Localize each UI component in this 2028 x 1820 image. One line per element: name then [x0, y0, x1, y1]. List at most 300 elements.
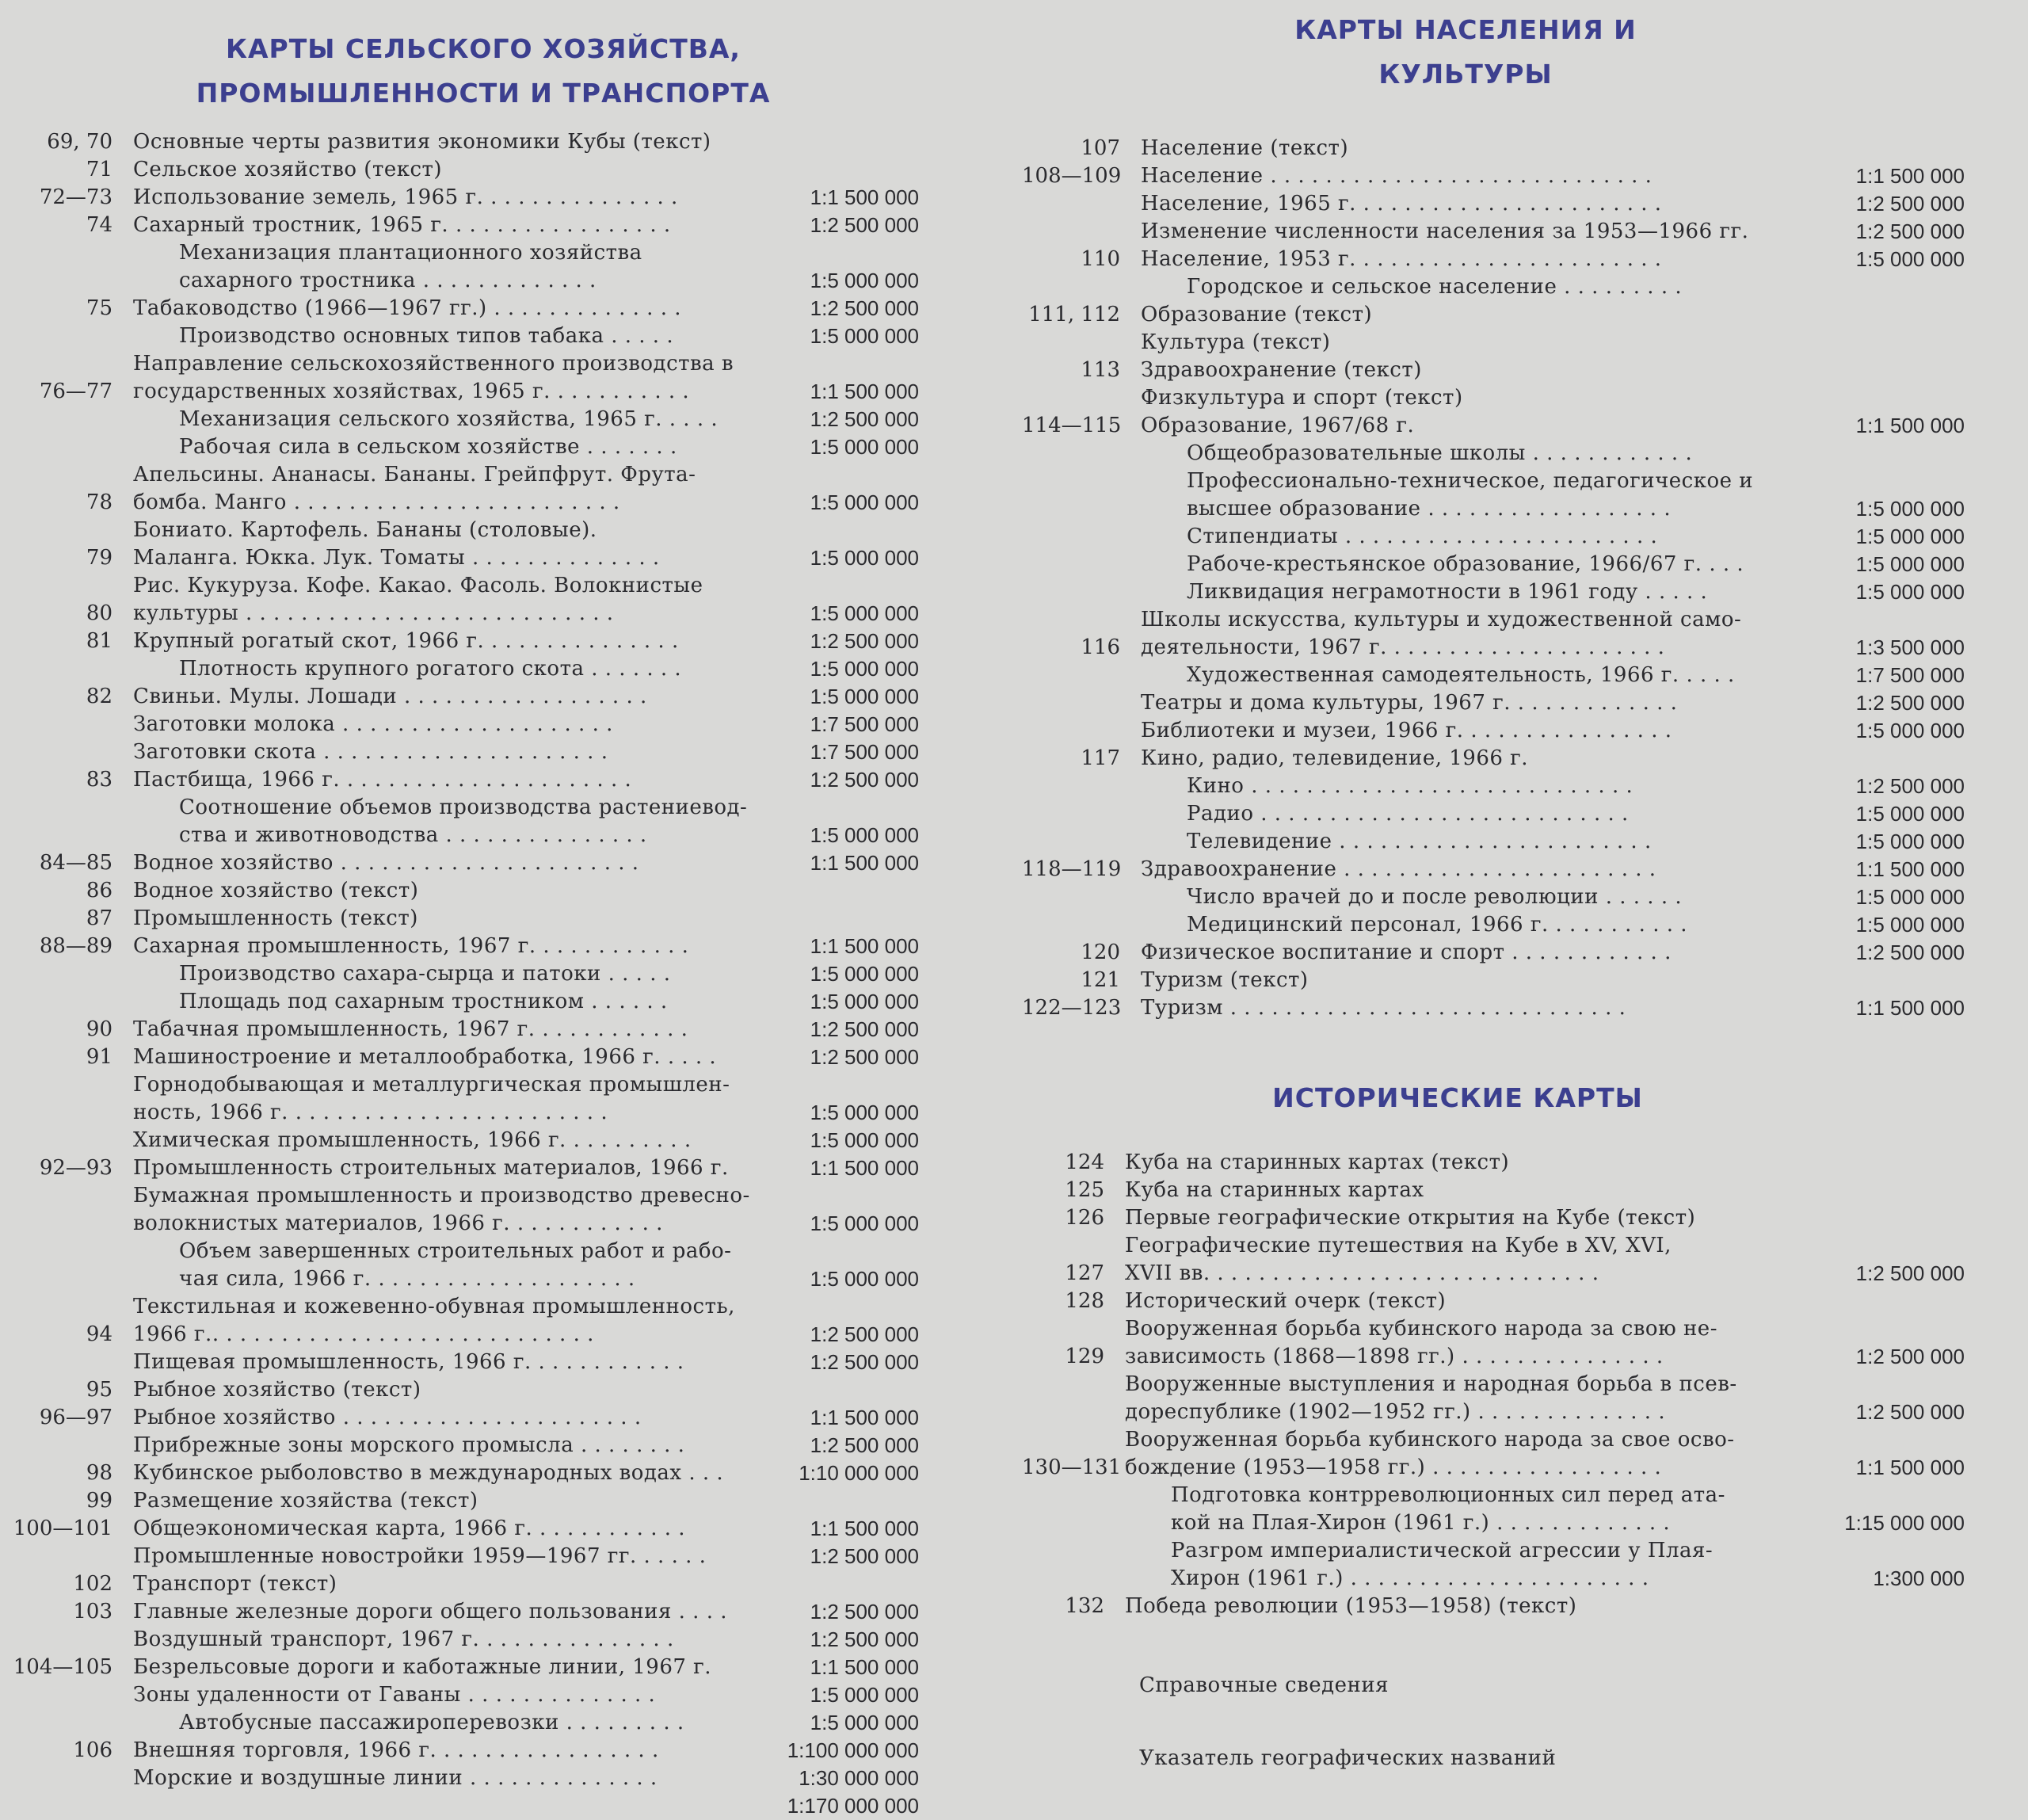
toc-row: [0, 960, 919, 988]
entry-title: Водное хозяйство . . . . . . . . . . . . . . . . . . . . . .: [133, 851, 639, 875]
entry-title: Промышленность (текст): [133, 906, 418, 930]
page-number: 80: [86, 601, 112, 625]
toc-row: [0, 1044, 919, 1071]
page-number: 98: [86, 1461, 112, 1485]
page-number: 127: [1065, 1261, 1104, 1285]
toc-row: [1022, 967, 1965, 994]
page-number: 126: [1065, 1206, 1104, 1230]
entry-title: Производство основных типов табака . . . . .: [179, 324, 674, 348]
toc-row: [1022, 384, 1965, 412]
entry-title: Промышленные новостройки 1959—1967 гг. . . . . .: [133, 1544, 707, 1568]
entry-title: Текстильная и кожевенно-обувная промышленность, 1966 г.. . . . . . . . . . . . . . . . . . . . . . . . . . . .: [133, 1295, 735, 1346]
toc-row: [0, 1626, 919, 1654]
map-scale: 1:2 500 000: [810, 768, 919, 792]
toc-row: [0, 905, 919, 933]
map-scale: 1:1 500 000: [810, 934, 919, 958]
page-number: 108—109: [1022, 164, 1122, 188]
entry-title: Рис. Кукуруза. Кофе. Какао. Фасоль. Волокнистые культуры . . . . . . . . . . . . . . . . . . . . . . . . . . .: [133, 574, 703, 625]
toc-row: [0, 1182, 919, 1238]
page-number: 82: [86, 685, 112, 708]
history-contents-list: [1022, 1149, 1965, 1620]
toc-row: [0, 1681, 919, 1709]
entry-title: Профессионально-техническое, педагогическое и высшее образование . . . . . . . . . . . . . . . . . .: [1187, 469, 1754, 521]
map-scale: 1:1 500 000: [810, 1655, 919, 1679]
toc-row: [0, 1459, 919, 1487]
toc-row: [1022, 246, 1965, 273]
page-number: 106: [73, 1738, 112, 1762]
entry-title: Заготовки скота . . . . . . . . . . . . . . . . . . . . .: [133, 740, 608, 764]
left-contents-list: [0, 128, 919, 1820]
page-number: 86: [86, 879, 112, 902]
entry-title: Безрельсовые дороги и каботажные линии, 1967 г.: [133, 1655, 712, 1679]
toc-row: [0, 1404, 919, 1432]
map-scale: 1:2 500 000: [1855, 219, 1965, 243]
toc-row: [1022, 218, 1965, 246]
map-scale: 1:2 500 000: [1855, 941, 1965, 964]
toc-row: [0, 184, 919, 212]
entry-title: Художественная самодеятельность, 1966 г. . . . .: [1187, 663, 1735, 687]
entry-title: Число врачей до и после революции . . . . . .: [1187, 885, 1683, 909]
page-number: 114—115: [1022, 414, 1122, 437]
page-number: 111, 112: [1028, 303, 1120, 326]
toc-row: [0, 1598, 919, 1626]
entry-title: Вооруженная борьба кубинского народа за свое осво- бождение (1953—1958 гг.) . . . . . . . . . . . . . . . . .: [1125, 1428, 1735, 1479]
entry-title: Медицинский персонал, 1966 г. . . . . . . . . . .: [1187, 913, 1688, 937]
page-number: 102: [73, 1572, 112, 1596]
map-scale: 1:5 000 000: [810, 1128, 919, 1152]
map-scale: 1:2 500 000: [810, 1017, 919, 1041]
map-scale: 1:5 000 000: [1855, 525, 1965, 548]
toc-row: [1022, 1537, 1965, 1593]
map-scale: 1:5 000 000: [1855, 830, 1965, 853]
page-number: 96—97: [39, 1406, 112, 1429]
entry-title: Автобусные пассажироперевозки . . . . . . . . .: [179, 1711, 684, 1734]
page-number: 81: [86, 629, 112, 653]
page-number: 100—101: [13, 1517, 112, 1540]
entry-title: Кубинское рыболовство в международных водах . . .: [133, 1461, 724, 1485]
toc-row: [1022, 578, 1965, 606]
map-scale: 1:10 000 000: [799, 1461, 919, 1485]
toc-row: [0, 128, 919, 156]
map-scale: 1:5 000 000: [810, 685, 919, 708]
toc-row: [0, 1071, 919, 1127]
entry-title: Транспорт (текст): [133, 1572, 337, 1596]
entry-title: Здравоохранение . . . . . . . . . . . . . . . . . . . . . . .: [1141, 857, 1656, 881]
map-scale: 1:5 000 000: [810, 1211, 919, 1235]
toc-row: [0, 877, 919, 905]
page-number: 110: [1081, 247, 1120, 271]
map-scale: 1:5 000 000: [810, 269, 919, 292]
map-scale: 1:2 500 000: [810, 629, 919, 653]
page-number: 76—77: [39, 380, 112, 403]
entry-title: Исторический очерк (текст): [1125, 1289, 1447, 1313]
toc-row: [1022, 911, 1965, 939]
map-scale: 1:1 500 000: [1855, 996, 1965, 1020]
toc-row: [0, 1515, 919, 1543]
entry-title: Общеобразовательные школы . . . . . . . . . . . .: [1187, 441, 1693, 465]
toc-row: [0, 1432, 919, 1459]
toc-row: [1022, 467, 1965, 523]
toc-row: [0, 655, 919, 683]
toc-row: [1022, 662, 1965, 689]
toc-row: [0, 1127, 919, 1154]
toc-row: [1022, 1204, 1965, 1232]
toc-row: [0, 461, 919, 517]
entry-title: Рыбное хозяйство . . . . . . . . . . . . . . . . . . . . . .: [133, 1406, 642, 1429]
entry-title: Химическая промышленность, 1966 г. . . . . . . . . .: [133, 1128, 692, 1152]
map-scale: 1:5 000 000: [1855, 885, 1965, 909]
toc-row: [0, 1765, 919, 1792]
toc-row: [1022, 1232, 1965, 1288]
map-scale: 1:2 500 000: [810, 1433, 919, 1457]
map-scale: 1:2 500 000: [1855, 1400, 1965, 1424]
toc-row: [1022, 1426, 1965, 1482]
map-scale: 1:7 500 000: [1855, 663, 1965, 687]
page-number: 79: [86, 546, 112, 570]
map-scale: 1:5 000 000: [1855, 913, 1965, 937]
page-number: 116: [1081, 635, 1120, 659]
entry-title: Население, 1953 г. . . . . . . . . . . . . . . . . . . . . . .: [1141, 247, 1662, 271]
toc-row: [0, 1349, 919, 1376]
map-scale: 1:2 500 000: [810, 1544, 919, 1568]
page-number: 99: [86, 1489, 112, 1513]
entry-title: Сельское хозяйство (текст): [133, 158, 443, 181]
map-scale: 1:1 500 000: [810, 380, 919, 403]
page-number: 71: [86, 158, 112, 181]
page-number: 74: [86, 213, 112, 237]
toc-row: [1022, 1288, 1965, 1315]
toc-row: [0, 1016, 919, 1044]
toc-row: [0, 322, 919, 350]
page-number: 84—85: [39, 851, 112, 875]
entry-title: Рыбное хозяйство (текст): [133, 1378, 421, 1402]
entry-title: Радио . . . . . . . . . . . . . . . . . . . . . . . . . . .: [1187, 802, 1629, 826]
entry-title: Горнодобывающая и металлургическая промышлен- ность, 1966 г. . . . . . . . . . . . . . . . . . . . . . . .: [133, 1073, 730, 1124]
map-scale: 1:2 500 000: [810, 1627, 919, 1651]
map-scale: 1:30 000 000: [799, 1766, 919, 1790]
map-scale: 1:2 500 000: [810, 1045, 919, 1069]
entry-title: Ликвидация неграмотности в 1961 году . . . . .: [1187, 580, 1708, 604]
entry-title: Победа революции (1953—1958) (текст): [1125, 1594, 1577, 1618]
entry-title: Туризм . . . . . . . . . . . . . . . . . . . . . . . . . . . . .: [1141, 996, 1626, 1020]
map-scale: 1:7 500 000: [810, 712, 919, 736]
entry-title: Зоны удаленности от Гаваны . . . . . . . . . . . . . .: [133, 1683, 656, 1707]
map-scale: 1:5 000 000: [810, 823, 919, 847]
entry-title: Население, 1965 г. . . . . . . . . . . . . . . . . . . . . . .: [1141, 192, 1662, 216]
page-number: 87: [86, 906, 112, 930]
toc-row: [0, 433, 919, 461]
toc-row: [0, 738, 919, 766]
toc-row: [1022, 329, 1965, 357]
toc-row: [1022, 412, 1965, 440]
toc-row: [0, 683, 919, 711]
entry-title: Куба на старинных картах: [1125, 1178, 1424, 1202]
population-section-heading: КАРТЫ НАСЕЛЕНИЯ И КУЛЬТУРЫ: [1294, 14, 1637, 90]
toc-row: [0, 1487, 919, 1515]
toc-row: [1022, 773, 1965, 800]
map-scale: 1:1 500 000: [1855, 164, 1965, 188]
entry-title: Городское и сельское население . . . . . . . . .: [1187, 275, 1683, 299]
entry-title: Табаководство (1966—1967 гг.) . . . . . . . . . . . . . .: [133, 296, 682, 320]
map-scale: 1:5 000 000: [1855, 719, 1965, 742]
entry-title: Изменение численности населения за 1953—1966 гг.: [1141, 219, 1749, 243]
page-number: 117: [1081, 746, 1120, 770]
map-scale: 1:5 000 000: [810, 546, 919, 570]
entry-title: Апельсины. Ананасы. Бананы. Грейпфрут. Фрута- бомба. Манго . . . . . . . . . . . . . . . . . . . . . . . .: [133, 463, 696, 514]
toc-row: [0, 988, 919, 1016]
toc-row: [0, 933, 919, 960]
map-scale: 1:5 000 000: [810, 657, 919, 681]
page-number: 128: [1065, 1289, 1104, 1313]
page-number: 124: [1065, 1150, 1104, 1174]
entry-title: Общеэкономическая карта, 1966 г. . . . . . . . . . . .: [133, 1517, 686, 1540]
toc-row: [0, 517, 919, 572]
map-scale: 1:5 000 000: [810, 962, 919, 986]
entry-title: Образование, 1967/68 г.: [1141, 414, 1415, 437]
toc-row: [0, 406, 919, 433]
toc-row: [0, 1293, 919, 1349]
page-number: 92—93: [39, 1156, 112, 1180]
map-scale: 1:1 500 000: [810, 851, 919, 875]
entry-title: Подготовка контрреволюционных сил перед ата- кой на Плая-Хирон (1961 г.) . . . . . . . . . . . . .: [1171, 1483, 1725, 1535]
page-number: 122—123: [1022, 996, 1122, 1020]
map-scale: 1:5 000 000: [810, 1683, 919, 1707]
toc-row: [0, 350, 919, 406]
toc-row: [1022, 800, 1965, 828]
map-scale: 1:5 000 000: [810, 1711, 919, 1734]
entry-title: Школы искусства, культуры и художественной само- деятельности, 1967 г. . . . . . . . . . . . . . . . . . . . .: [1141, 608, 1742, 659]
map-scale: 1:3 500 000: [1855, 635, 1965, 659]
map-scale: 1:5 000 000: [810, 601, 919, 625]
toc-row: [0, 1570, 919, 1598]
map-scale: 1:1 500 000: [810, 1517, 919, 1540]
map-scale: 1:5 000 000: [1855, 552, 1965, 576]
entry-title: Вооруженная борьба кубинского народа за свою не- зависимость (1868—1898 гг.) . . . . . . . . . . . . . . .: [1125, 1317, 1717, 1368]
toc-row: [0, 1792, 919, 1820]
page-number: 121: [1081, 968, 1120, 992]
toc-row: [1022, 1315, 1965, 1371]
entry-title: Разгром империалистической агрессии у Плая- Хирон (1961 г.) . . . . . . . . . . . . . . . . . . . . . .: [1171, 1539, 1714, 1590]
entry-title: Воздушный транспорт, 1967 г. . . . . . . . . . . . . . .: [133, 1627, 674, 1651]
entry-title: Физическое воспитание и спорт . . . . . . . . . . . .: [1141, 941, 1672, 964]
page-number: 130—131: [1022, 1456, 1122, 1479]
toc-row: [1022, 689, 1965, 717]
toc-row: [0, 1654, 919, 1681]
map-scale: 1:2 500 000: [810, 1322, 919, 1346]
toc-row: [0, 212, 919, 239]
page-number: 118—119: [1022, 857, 1122, 881]
toc-row: [0, 1543, 919, 1570]
toc-row: [0, 1737, 919, 1765]
entry-title: Вооруженные выступления и народная борьба в псев- дореспублике (1902—1952 гг.) . . . . . . . . . . . . . .: [1125, 1372, 1737, 1424]
entry-title: Морские и воздушные линии . . . . . . . . . . . . . .: [133, 1766, 658, 1790]
map-scale: 1:1 500 000: [1855, 414, 1965, 437]
entry-title: Главные железные дороги общего пользования . . . .: [133, 1600, 727, 1624]
toc-row: [1022, 273, 1965, 301]
left-section-heading: КАРТЫ СЕЛЬСКОГО ХОЗЯЙСТВА, ПРОМЫШЛЕННОСТИ И ТРАНСПОРТА: [196, 33, 771, 109]
entry-title: Производство сахара-сырца и патоки . . . . .: [179, 962, 671, 986]
index-entry: Указатель географических названий: [1139, 1746, 1557, 1770]
toc-row: [1022, 856, 1965, 883]
entry-title: Бониато. Картофель. Бананы (столовые). Маланга. Юкка. Лук. Томаты . . . . . . . . . . . . . .: [133, 518, 660, 570]
toc-row: [0, 295, 919, 322]
entry-title: Заготовки молока . . . . . . . . . . . . . . . . . . . .: [133, 712, 613, 736]
entry-title: Бумажная промышленность и производство древесно- волокнистых материалов, 1966 г. . . . . . . . . . . .: [133, 1184, 750, 1235]
entry-title: Театры и дома культуры, 1967 г. . . . . . . . . . . . .: [1141, 691, 1678, 715]
toc-row: [1022, 606, 1965, 662]
entry-title: Размещение хозяйства (текст): [133, 1489, 478, 1513]
map-scale: 1:5 000 000: [810, 1101, 919, 1124]
toc-row: [1022, 551, 1965, 578]
map-scale: 1:2 500 000: [810, 1600, 919, 1624]
page-number: 83: [86, 768, 112, 792]
toc-row: [1022, 440, 1965, 467]
toc-row: [1022, 357, 1965, 384]
toc-row: [1022, 1482, 1965, 1537]
page-number: 103: [73, 1600, 112, 1624]
entry-title: Механизация плантационного хозяйства сахарного тростника . . . . . . . . . . . . .: [179, 241, 642, 292]
map-scale: 1:5 000 000: [810, 990, 919, 1013]
toc-row: [1022, 1371, 1965, 1426]
entry-title: Стипендиаты . . . . . . . . . . . . . . . . . . . . . . .: [1187, 525, 1658, 548]
map-scale: 1:100 000 000: [787, 1738, 919, 1762]
entry-title: Соотношение объемов производства растениевод- ства и животноводства . . . . . . . . . . . . . . .: [179, 796, 748, 847]
map-scale: 1:2 500 000: [810, 407, 919, 431]
toc-row: [1022, 301, 1965, 329]
map-scale: 1:5 000 000: [1855, 802, 1965, 826]
entry-title: Плотность крупного рогатого скота . . . . . . .: [179, 657, 682, 681]
toc-row: [0, 794, 919, 849]
map-scale: 1:5 000 000: [810, 324, 919, 348]
reference-entry: Справочные сведения: [1139, 1673, 1389, 1697]
entry-title: Площадь под сахарным тростником . . . . . .: [179, 990, 668, 1013]
map-scale: 1:5 000 000: [810, 1267, 919, 1291]
map-scale: 1:2 500 000: [1855, 192, 1965, 216]
entry-title: Кино, радио, телевидение, 1966 г.: [1141, 746, 1529, 770]
entry-title: Водное хозяйство (текст): [133, 879, 419, 902]
map-scale: 1:2 500 000: [810, 296, 919, 320]
page-number: 69, 70: [47, 130, 112, 154]
entry-title: Пастбища, 1966 г. . . . . . . . . . . . . . . . . . . . . .: [133, 768, 632, 792]
toc-row: [0, 849, 919, 877]
entry-title: Крупный рогатый скот, 1966 г. . . . . . . . . . . . . . .: [133, 629, 679, 653]
toc-row: [0, 1709, 919, 1737]
entry-title: Направление сельскохозяйственного производства в государственных хозяйствах, 1965 г. . . . . . . . . . .: [133, 352, 734, 403]
toc-row: [0, 766, 919, 794]
entry-title: Механизация сельского хозяйства, 1965 г. . . . .: [179, 407, 719, 431]
entry-title: Сахарный тростник, 1965 г. . . . . . . . . . . . . . . . .: [133, 213, 671, 237]
toc-row: [0, 1376, 919, 1404]
entry-title: Первые географические открытия на Кубе (текст): [1125, 1206, 1696, 1230]
entry-title: Кино . . . . . . . . . . . . . . . . . . . . . . . . . . . .: [1187, 774, 1633, 798]
entry-title: Внешняя торговля, 1966 г. . . . . . . . . . . . . . . . .: [133, 1738, 659, 1762]
toc-row: [1022, 190, 1965, 218]
page-number: 132: [1065, 1594, 1104, 1618]
population-contents-list: [1022, 135, 1965, 1022]
map-scale: 1:1 500 000: [1855, 857, 1965, 881]
map-scale: 1:7 500 000: [810, 740, 919, 764]
toc-row: [0, 628, 919, 655]
page-number: 75: [86, 296, 112, 320]
page-number: 125: [1065, 1178, 1104, 1202]
entry-title: Население . . . . . . . . . . . . . . . . . . . . . . . . . . . .: [1141, 164, 1653, 188]
entry-title: Культура (текст): [1141, 330, 1331, 354]
map-scale: 1:2 500 000: [1855, 1345, 1965, 1368]
toc-row: [0, 1238, 919, 1293]
page-number: 113: [1081, 358, 1120, 382]
entry-title: Рабоче-крестьянское образование, 1966/67 г. . . .: [1187, 552, 1744, 576]
entry-title: Образование (текст): [1141, 303, 1373, 326]
page-number: 88—89: [39, 934, 112, 958]
page-number: 104—105: [13, 1655, 112, 1679]
entry-title: Телевидение . . . . . . . . . . . . . . . . . . . . . . .: [1187, 830, 1652, 853]
map-scale: 1:300 000: [1873, 1566, 1965, 1590]
toc-row: [1022, 523, 1965, 551]
map-scale: 1:2 500 000: [1855, 774, 1965, 798]
toc-row: [0, 239, 919, 295]
map-scale: 1:5 000 000: [1855, 497, 1965, 521]
map-scale: 1:2 500 000: [1855, 1261, 1965, 1285]
entry-title: Использование земель, 1965 г. . . . . . . . . . . . . . .: [133, 185, 678, 209]
entry-title: Здравоохранение (текст): [1141, 358, 1422, 382]
toc-row: [1022, 745, 1965, 773]
toc-row: [1022, 1593, 1965, 1620]
toc-row: [1022, 162, 1965, 190]
page-number: 120: [1081, 941, 1120, 964]
toc-row: [0, 1154, 919, 1182]
entry-title: Физкультура и спорт (текст): [1141, 386, 1463, 410]
toc-row: [1022, 135, 1965, 162]
map-scale: 1:2 500 000: [810, 1350, 919, 1374]
map-scale: 1:1 500 000: [810, 185, 919, 209]
toc-row: [1022, 1177, 1965, 1204]
entry-title: Свиньи. Мулы. Лошади . . . . . . . . . . . . . . . . . .: [133, 685, 647, 708]
toc-row: [0, 711, 919, 738]
entry-title: Прибрежные зоны морского промысла . . . . . . . .: [133, 1433, 685, 1457]
page-number: 72—73: [39, 185, 112, 209]
entry-title: Машиностроение и металлообработка, 1966 г. . . . .: [133, 1045, 717, 1069]
map-scale: 1:170 000 000: [787, 1794, 919, 1818]
entry-title: Географические путешествия на Кубе в XV, XVI, XVII вв. . . . . . . . . . . . . . . . . . . . . . . . . . . . .: [1125, 1234, 1672, 1285]
entry-title: Промышленность строительных материалов, 1966 г.: [133, 1156, 729, 1180]
entry-title: Рабочая сила в сельском хозяйстве . . . . . . .: [179, 435, 677, 459]
page-number: 129: [1065, 1345, 1104, 1368]
map-scale: 1:1 500 000: [810, 1406, 919, 1429]
map-scale: 1:2 500 000: [810, 213, 919, 237]
map-scale: 1:2 500 000: [1855, 691, 1965, 715]
map-scale: 1:1 500 000: [1855, 1456, 1965, 1479]
toc-row: [0, 156, 919, 184]
map-scale: 1:5 000 000: [1855, 247, 1965, 271]
page-number: 90: [86, 1017, 112, 1041]
entry-title: Основные черты развития экономики Кубы (текст): [133, 130, 711, 154]
page-number: 95: [86, 1378, 112, 1402]
toc-row: [1022, 717, 1965, 745]
toc-row: [1022, 883, 1965, 911]
entry-title: Куба на старинных картах (текст): [1125, 1150, 1510, 1174]
toc-row: [1022, 994, 1965, 1022]
map-scale: 1:5 000 000: [810, 490, 919, 514]
toc-row: [1022, 1149, 1965, 1177]
map-scale: 1:1 500 000: [810, 1156, 919, 1180]
toc-row: [1022, 939, 1965, 967]
entry-title: Сахарная промышленность, 1967 г. . . . . . . . . . . .: [133, 934, 689, 958]
toc-row: [0, 572, 919, 628]
history-section-heading: ИСТОРИЧЕСКИЕ КАРТЫ: [1272, 1082, 1643, 1113]
entry-title: Библиотеки и музеи, 1966 г. . . . . . . . . . . . . . . .: [1141, 719, 1672, 742]
entry-title: Население (текст): [1141, 136, 1349, 160]
map-scale: 1:5 000 000: [810, 435, 919, 459]
